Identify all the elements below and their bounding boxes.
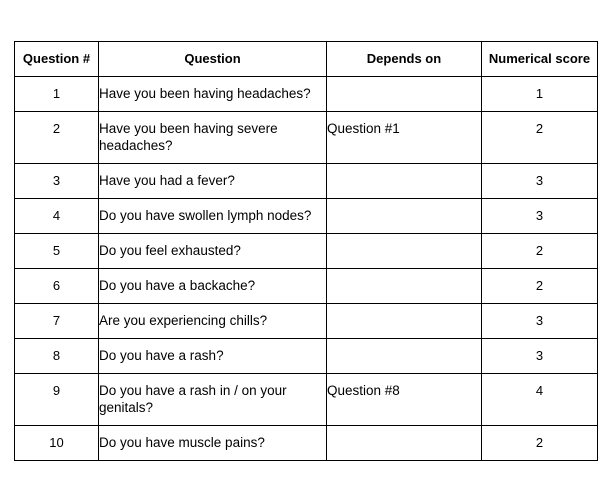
table-row: [15, 304, 598, 339]
question-number-cell: 3: [15, 164, 99, 199]
table-row: [15, 164, 598, 199]
question-text-cell: Do you have swollen lymph nodes?: [99, 199, 327, 234]
questionnaire-table: [14, 41, 598, 461]
score-cell: 2: [482, 269, 598, 304]
question-text-cell: Are you experiencing chills?: [99, 304, 327, 339]
depends-on-cell: [327, 269, 482, 304]
question-number-cell: 8: [15, 339, 99, 374]
score-cell: 1: [482, 77, 598, 112]
score-cell: 3: [482, 199, 598, 234]
question-text-cell: Do you have a rash?: [99, 339, 327, 374]
table-row: [15, 339, 598, 374]
question-text-cell: Do you feel exhausted?: [99, 234, 327, 269]
question-number-cell: 7: [15, 304, 99, 339]
table-row: [15, 199, 598, 234]
depends-on-cell: [327, 164, 482, 199]
question-number-cell: 9: [15, 374, 99, 426]
depends-on-cell: [327, 339, 482, 374]
score-cell: 2: [482, 426, 598, 461]
header-depends-on: Depends on: [327, 42, 482, 77]
question-number-cell: 1: [15, 77, 99, 112]
score-cell: 3: [482, 304, 598, 339]
question-text-cell: Have you been having severe headaches?: [99, 112, 327, 164]
depends-on-cell: [327, 426, 482, 461]
score-cell: 2: [482, 112, 598, 164]
question-text-cell: Do you have a backache?: [99, 269, 327, 304]
question-number-cell: 2: [15, 112, 99, 164]
question-number-cell: 10: [15, 426, 99, 461]
table-row: [15, 426, 598, 461]
score-cell: 4: [482, 374, 598, 426]
table-row: [15, 374, 598, 426]
score-cell: 2: [482, 234, 598, 269]
score-cell: 3: [482, 164, 598, 199]
question-text-cell: Do you have muscle pains?: [99, 426, 327, 461]
table-row: [15, 234, 598, 269]
score-cell: 3: [482, 339, 598, 374]
depends-on-cell: [327, 77, 482, 112]
depends-on-cell: [327, 199, 482, 234]
table-row: [15, 112, 598, 164]
table-row: [15, 269, 598, 304]
question-text-cell: Do you have a rash in / on your genitals?: [99, 374, 327, 426]
depends-on-cell: Question #1: [327, 112, 482, 164]
question-text-cell: Have you had a fever?: [99, 164, 327, 199]
table-row: [15, 77, 598, 112]
question-text-cell: Have you been having headaches?: [99, 77, 327, 112]
table-header-row: [15, 42, 598, 77]
question-number-cell: 4: [15, 199, 99, 234]
question-number-cell: 5: [15, 234, 99, 269]
header-numerical-score: Numerical score: [482, 42, 598, 77]
depends-on-cell: [327, 234, 482, 269]
header-question: Question: [99, 42, 327, 77]
depends-on-cell: [327, 304, 482, 339]
question-number-cell: 6: [15, 269, 99, 304]
depends-on-cell: Question #8: [327, 374, 482, 426]
header-question-number: Question #: [15, 42, 99, 77]
